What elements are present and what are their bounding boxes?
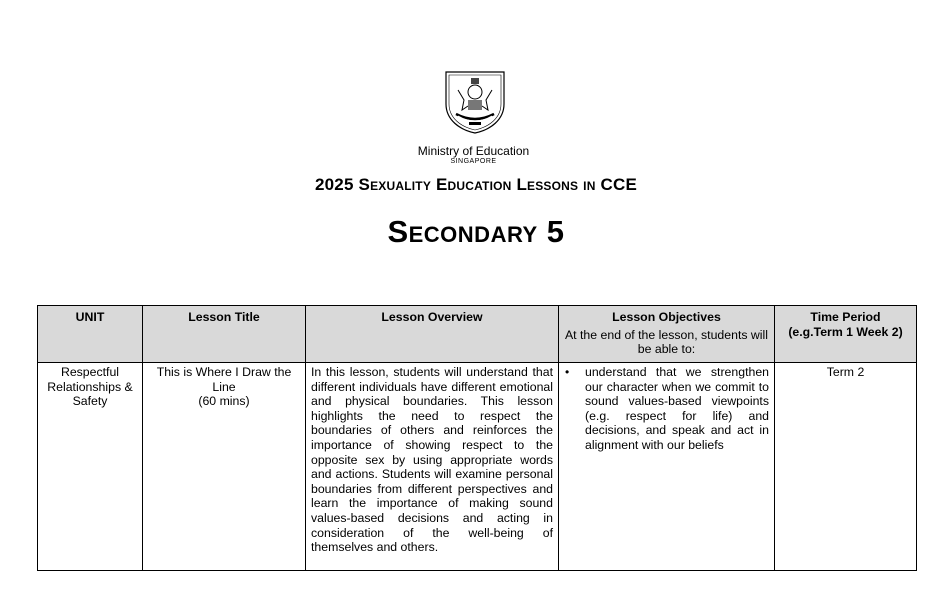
cell-lesson-objectives	[559, 363, 775, 571]
header-lesson-overview	[306, 306, 559, 363]
header-unit	[38, 306, 143, 363]
header-lesson-overview-label: Lesson Overview	[381, 310, 483, 324]
header-unit-label: UNIT	[75, 310, 105, 324]
lesson-title-text: This is Where I Draw the Line	[156, 365, 292, 394]
lessons-table	[37, 305, 917, 571]
unit-text: Respectful Relationships & Safety	[47, 365, 133, 409]
cell-time-period	[775, 363, 917, 571]
time-period-text: Term 2	[826, 365, 865, 379]
header-lesson-objectives	[559, 306, 775, 363]
objectives-list	[564, 365, 769, 453]
table-header-row	[38, 306, 917, 363]
header-lesson-title-label: Lesson Title	[188, 310, 260, 324]
header-time-period-label: Time Period	[810, 310, 881, 324]
cell-unit	[38, 363, 143, 571]
table-row	[38, 363, 917, 571]
lesson-duration: (60 mins)	[198, 394, 250, 409]
ministry-crest-icon	[444, 70, 506, 134]
objective-item: • understand that we strengthen our character when we commit to sound values-based viewpoints (e.g. respect for life) and decisions, and speak and act in alignment with our beliefs	[564, 365, 769, 453]
header-time-period	[775, 306, 917, 363]
cell-lesson-overview	[306, 363, 559, 571]
ministry-name: Ministry of Education	[417, 144, 530, 158]
header-lesson-title	[143, 306, 306, 363]
document-title: 2025 Sexuality Education Lessons in CCE	[315, 175, 637, 194]
header-lesson-objectives-sub: At the end of the lesson, students will be able to:	[564, 327, 769, 357]
level-title: Secondary 5	[387, 214, 565, 249]
header-time-period-sub: (e.g.Term 1 Week 2)	[788, 324, 903, 339]
overview-text: In this lesson, students will understand that different individuals have different emotional and physical boundaries. This lesson highlights the need to respect the boundaries of others and reinforces the importance of showing respect to the opposite sex by using appropriate words and actions. Students will examine personal boundaries from different perspectives and learn the importance of making sound values-based decisions and acting in consideration of the well-being of themselves and others.	[311, 365, 553, 555]
ministry-country: SINGAPORE	[450, 158, 497, 165]
header-lesson-objectives-label: Lesson Objectives	[612, 310, 721, 324]
cell-lesson-title	[143, 363, 306, 571]
